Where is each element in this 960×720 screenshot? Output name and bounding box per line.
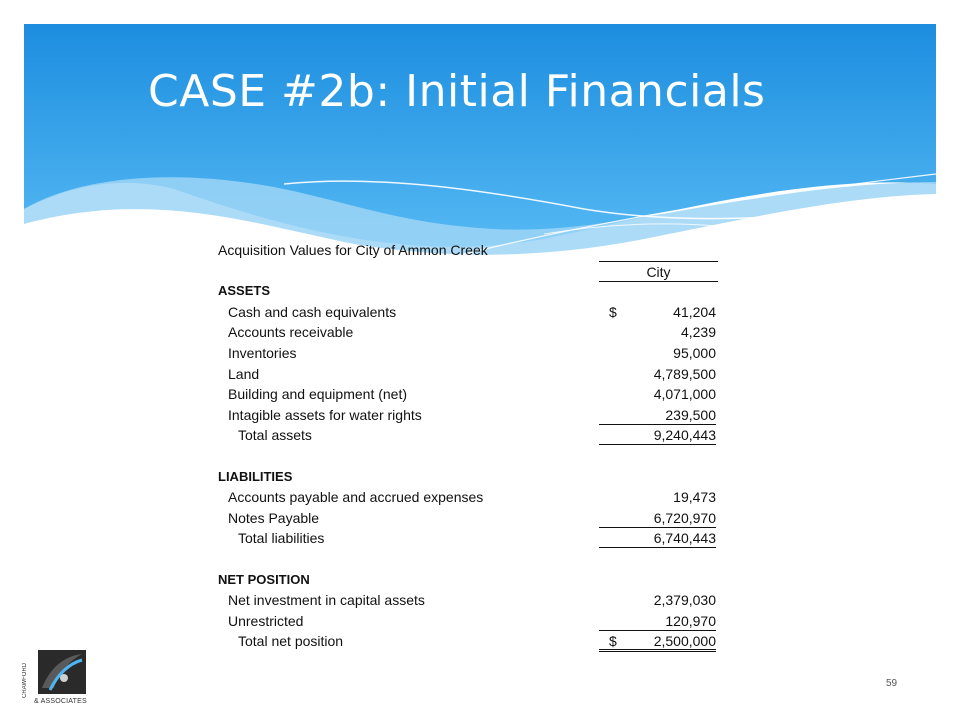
row-amount: 4,789,500 — [653, 365, 716, 382]
table-row — [218, 405, 728, 426]
table-row — [218, 322, 728, 343]
table-row — [218, 384, 728, 405]
financial-statement — [218, 240, 728, 652]
page-number: 59 — [886, 678, 898, 689]
row-label: Building and equipment (net) — [228, 386, 408, 403]
total-row — [218, 631, 728, 652]
net-position-heading-row — [218, 570, 728, 591]
row-label: Notes Payable — [228, 509, 320, 526]
row-label: Net investment in capital assets — [228, 592, 425, 609]
total-row — [218, 528, 728, 549]
row-label: Cash and cash equivalents — [228, 303, 397, 320]
assets-heading-row — [218, 281, 728, 302]
table-row — [218, 302, 728, 323]
row-amount: 41,204 — [673, 303, 716, 320]
row-label: Unrestricted — [228, 612, 304, 629]
table-row — [218, 590, 728, 611]
total-row — [218, 425, 728, 446]
row-label: Inventories — [228, 344, 297, 361]
logo-bottom-text: & ASSOCIATES — [34, 698, 87, 705]
banner-background — [24, 24, 936, 264]
table-row — [218, 343, 728, 364]
total-liabilities-label: Total liabilities — [238, 530, 325, 547]
row-label: Accounts receivable — [228, 324, 354, 341]
slide-title: CASE #2b: Initial Financials — [148, 66, 766, 117]
total-assets-amount: 9,240,443 — [599, 425, 716, 445]
table-row — [218, 508, 728, 529]
column-header-row — [218, 261, 728, 282]
row-label: Intagible assets for water rights — [228, 406, 422, 423]
dollar-sign: $ — [609, 303, 617, 320]
total-assets-label: Total assets — [238, 427, 312, 444]
row-amount: 4,071,000 — [653, 386, 716, 403]
row-amount: 6,720,970 — [599, 508, 716, 528]
total-net-position-amount: 2,500,000 — [599, 631, 716, 652]
spacer-row — [218, 549, 728, 570]
table-row — [218, 487, 728, 508]
logo-vertical-text: CRAWFORD — [22, 662, 28, 698]
total-net-position-label: Total net position — [238, 633, 344, 650]
table-row — [218, 611, 728, 632]
row-label: Accounts payable and accrued expenses — [228, 489, 484, 506]
row-amount: 120,970 — [599, 611, 716, 631]
row-label: Land — [228, 365, 260, 382]
net-position-heading: NET POSITION — [218, 571, 310, 587]
row-amount: 19,473 — [673, 489, 716, 506]
row-amount: 2,379,030 — [653, 592, 716, 609]
liabilities-heading: LIABILITIES — [218, 468, 293, 484]
spacer-row — [218, 446, 728, 467]
row-amount: 4,239 — [680, 324, 716, 341]
column-header: City — [599, 261, 718, 282]
title-banner — [24, 24, 936, 264]
statement-title-row — [218, 240, 728, 261]
table-row — [218, 364, 728, 385]
assets-heading: ASSETS — [218, 283, 271, 299]
row-amount: 239,500 — [599, 405, 716, 425]
liabilities-heading-row — [218, 467, 728, 488]
dollar-sign: $ — [609, 633, 617, 650]
total-liabilities-amount: 6,740,443 — [599, 528, 716, 548]
row-amount: 95,000 — [673, 344, 716, 361]
statement-title: Acquisition Values for City of Ammon Creek — [218, 242, 488, 258]
